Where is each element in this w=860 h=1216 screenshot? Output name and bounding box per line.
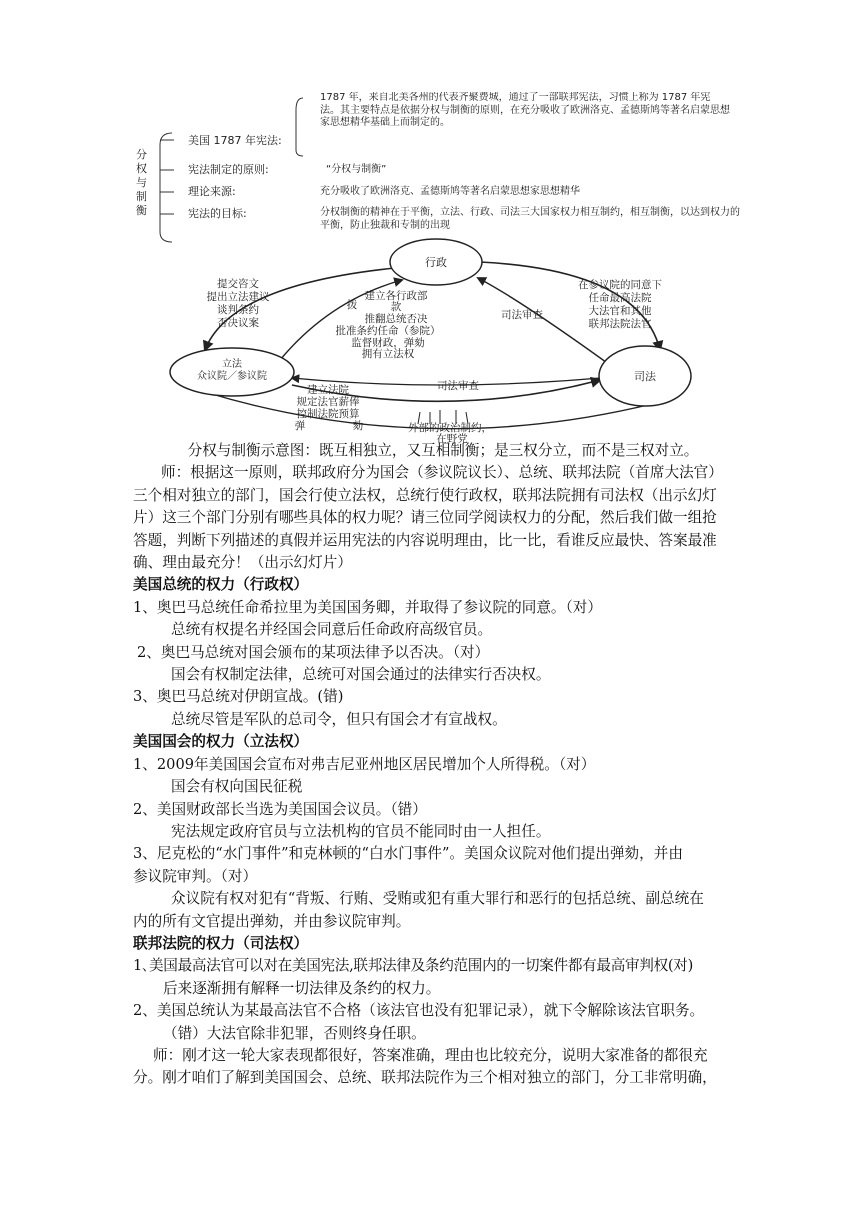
side-label-char: 衡 (136, 204, 147, 217)
question-explanation: 总统尽管是军队的总司令，但只有国会才有宣战权。 (171, 710, 507, 728)
note-line: 大法官和其他 (588, 305, 652, 317)
outline-section (136, 92, 740, 242)
outline-row-text: 充分吸收了欧洲洛克、孟德斯鸠等著名启蒙思想家思想精华 (320, 186, 580, 197)
teacher-paragraph: 答题，判断下列描述的真假并运用宪法的内容说明理由，比一比，看谁反应最快、答案最准 (133, 531, 717, 549)
side-label-char: 制 (136, 190, 147, 203)
outline-row-label: 宪法制定的原则: (188, 163, 269, 176)
section-heading: 美国总统的权力（行政权） (133, 576, 309, 594)
outline-row-text: 分权制衡的精神在于平衡，立法、行政、司法三大国家权力相互制约，相互制衡，以达到权力的平衡，防止独裁和专制的出现 (320, 207, 740, 231)
teacher-paragraph: 分。刚才咱们了解到美国国会、总统、联邦法院作为三个相对独立的部门，分工非常明确， (133, 1069, 717, 1087)
question-item: 2、奥巴马总统对国会颁布的某项法律予以否决。（对） (137, 643, 490, 661)
question-item: 3、尼克松的“水门事件”和克林顿的“白水门事件”。美国众议院对他们提出弹劾，并由 (133, 845, 683, 863)
separation-of-powers-diagram (0, 0, 860, 445)
teacher-paragraph: 片）这三个部门分别有哪些具体的权力呢？请三位同学阅读权力的分配，然后我们做一组抢 (133, 509, 717, 527)
note-line: 在野党 (436, 433, 468, 445)
teacher-paragraph: 师：根据这一原则，联邦政府分为国会（参议院议长）、总统、联邦法院（首席大法官） (161, 464, 723, 482)
note-line: 任命最高法院 (588, 292, 652, 304)
note-line: 提出立法建议 (206, 291, 270, 303)
question-item: 1、2009年美国国会宣布对弗吉尼亚州地区居民增加个人所得税。（对） (133, 755, 596, 773)
note-line: 推翻总统否决 (364, 313, 428, 325)
question-item: 3、奥巴马总统对伊朗宣战。(错) (133, 688, 344, 706)
teacher-paragraph: 确、理由最充分！（出示幻灯片） (133, 554, 352, 572)
question-item: 1、奥巴马总统任命希拉里为美国国务卿，并取得了参议院的同意。（对） (133, 598, 602, 616)
note-line: 建立法院 (307, 384, 349, 396)
note-line: 批准条约任命（参院） (335, 325, 441, 337)
side-label-char: 权 (136, 162, 147, 175)
question-explanation: 总统有权提名并经国会同意后任命政府高级官员。 (171, 621, 493, 639)
node-executive-label: 行政 (425, 256, 447, 269)
document-body (133, 440, 733, 1090)
question-explanation: （错）大法官除非犯罪，否则终身任职。 (163, 1024, 426, 1042)
section-heading: 美国国会的权力（立法权） (133, 733, 309, 751)
outline-row-label: 宪法的目标: (188, 207, 247, 220)
outline-brace (160, 133, 172, 242)
note-line: 劾 (352, 420, 364, 432)
question-item: 2、美国总统认为某最高法官不合格（该法官也没有犯罪记录），就下令解除该法官职务。 (133, 1002, 705, 1020)
question-item: 1､美国最高法官可以对在美国宪法,联邦法律及条约范围内的一切案件都有最高审判权(对) (133, 957, 693, 975)
outline-row-text: “分权与制衡” (326, 164, 387, 175)
question-explanation: 后来逐渐拥有解释一切法律及条约的权力。 (163, 979, 441, 997)
outline-brace-right (296, 98, 303, 156)
outline-row-text: 1787 年，来自北美各州的代表齐聚费城，通过了一部联邦宪法，习惯上称为 1787 年宪法。其主要特点是依据分权与制衡的原则，在充分吸收了欧洲洛克、孟德斯鸠等著名启蒙思想家思想精华基础上而制定的。 (320, 92, 730, 128)
note-line: 拥有立法权 (361, 348, 415, 360)
outline-row-label: 理论来源: (188, 185, 236, 198)
note-line: 外部的政治制约， (408, 422, 492, 434)
section-heading: 联邦法院的权力（司法权） (133, 934, 309, 952)
node-judicial-label: 司法 (634, 370, 656, 383)
note-line: 建立各行政部 (364, 290, 428, 302)
side-label-char: 与 (136, 176, 147, 189)
note-line: 提交咨文 (217, 278, 259, 290)
note-line: 否决议案 (217, 317, 259, 329)
note-exec-to-jud (578, 278, 662, 330)
question-item: 参议院审判。（对） (133, 867, 258, 885)
side-label-char: 分 (136, 148, 147, 161)
note-line: 弹 (294, 420, 306, 432)
note-exec-to-leg (207, 277, 270, 329)
node-legislative-label: 众议院／参议院 (197, 371, 267, 382)
question-explanation: 宪法规定政府官员与立法机构的官员不能同时由一人担任。 (171, 822, 551, 840)
note-jud-to-leg: 司法审查 (437, 380, 479, 392)
note-line: 监督财政，弹劾 (351, 337, 425, 349)
power-cycle (170, 239, 691, 445)
note-line: 规定法官薪俸 (296, 396, 360, 408)
question-explanation: 众议院有权对犯有“背叛、行贿、受贿或犯有重大罪行和恶行的包括总统、副总统在 (171, 890, 704, 908)
question-explanation: 国会有权制定法律，总统可对国会通过的法律实行否决权。 (171, 666, 551, 684)
node-legislative-label: 立法 (222, 359, 242, 370)
note-line: 联邦法院法官 (588, 318, 652, 330)
note-line: 谈判条约 (217, 304, 259, 316)
teacher-paragraph: 三个相对独立的部门，国会行使立法权，总统行使行政权，联邦法院拥有司法权（出示幻灯 (133, 486, 717, 504)
outline-row-label: 美国 1787 年宪法: (188, 134, 282, 147)
diagram-caption: 分权与制衡示意图：既互相独立，又互相制衡；是三权分立，而不是三权对立。 (187, 442, 699, 459)
note-line: 拨 (346, 299, 358, 311)
teacher-paragraph: 师：刚才这一轮大家表现都很好，答案准确，理由也比较充分，说明大家准备的都很充 (153, 1046, 708, 1064)
question-explanation: 内的所有文官提出弹劾，并由参议院审判。 (133, 912, 411, 930)
question-item: 2、美国财政部长当选为美国国会议员。（错） (133, 800, 427, 818)
note-jud-to-exec: 司法审查 (501, 309, 543, 321)
note-line: 款 (390, 301, 402, 313)
note-leg-to-jud (295, 383, 364, 432)
note-line: 在参议院的同意下 (578, 279, 662, 291)
note-line: 控制法院预算 (296, 408, 360, 420)
question-explanation: 国会有权向国民征税 (171, 778, 303, 796)
note-leg-to-exec (336, 289, 441, 360)
